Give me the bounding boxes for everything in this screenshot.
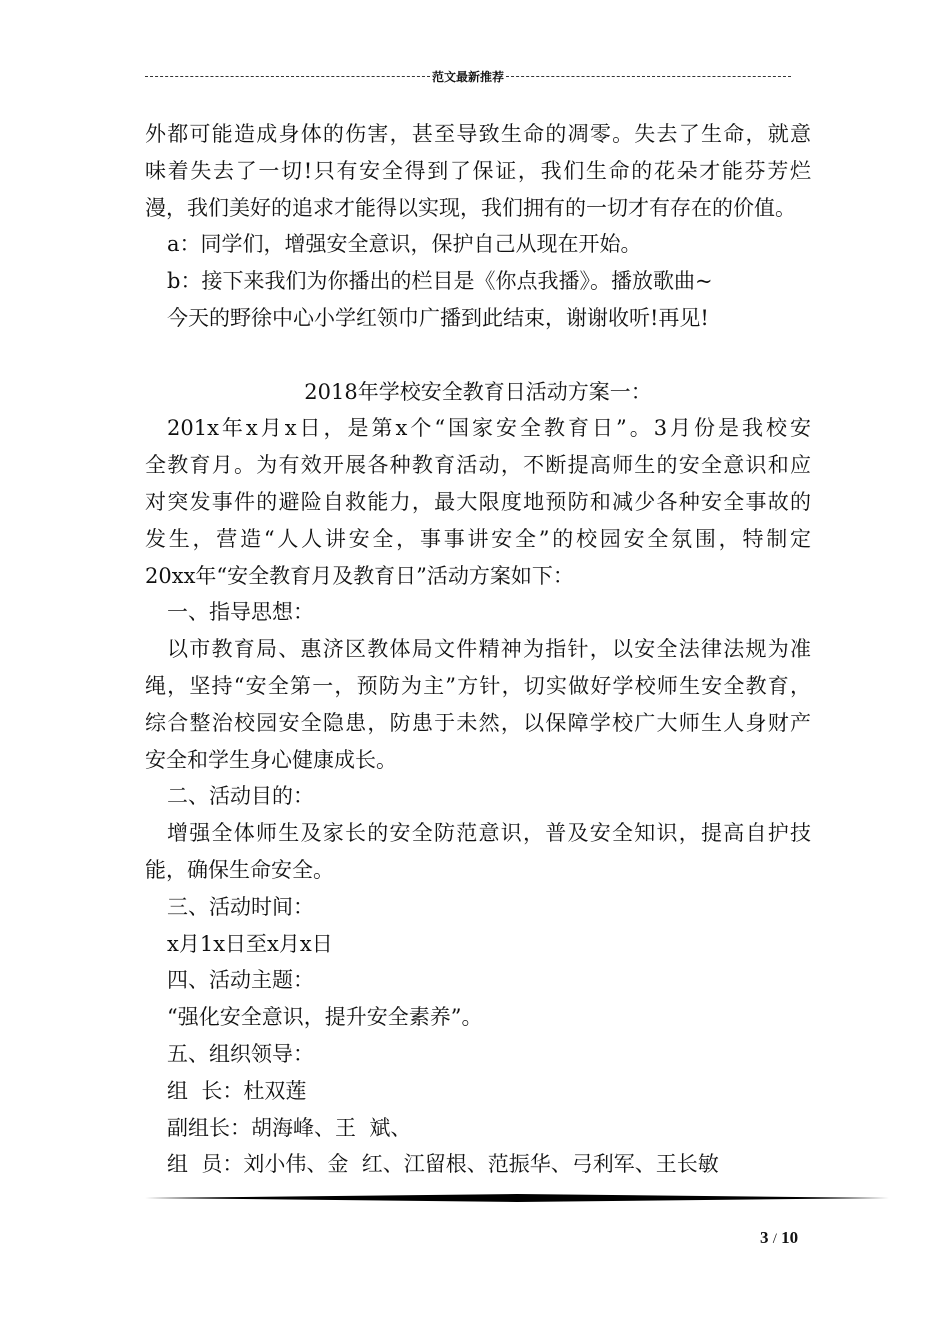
heading-guiding-thought: 一、指导思想： <box>167 600 314 625</box>
heading-organization: 五、组织领导： <box>167 1041 314 1066</box>
header-dashes-left <box>145 76 430 77</box>
header-dashes-right <box>506 76 791 77</box>
body-line: 201x年x月x日，是第x个“国家安全教育日”。3月份是我校安 <box>167 416 811 441</box>
header-title: 范文最新推荐 <box>432 69 505 84</box>
body-line: 安全和学生身心健康成长。 <box>145 747 397 772</box>
heading-activity-purpose: 二、活动目的： <box>167 784 314 809</box>
body-line: 综合整治校园安全隐患，防患于未然，以保障学校广大师生人身财产 <box>145 710 811 735</box>
members-line: 组 员：刘小伟、金 红、江留根、范振华、弓利军、王长敏 <box>167 1152 719 1177</box>
body-line: 以市教育局、惠济区教体局文件精神为指针，以安全法律法规为准 <box>167 637 811 662</box>
body-line: x月1x日至x月x日 <box>167 931 333 956</box>
page-header <box>145 66 791 86</box>
body-line: 发生，营造“人人讲安全，事事讲安全”的校园安全氛围，特制定 <box>145 526 811 551</box>
body-line: 20xx年“安全教育月及教育日”活动方案如下： <box>145 563 574 588</box>
body-line: “强化安全意识，提升安全素养”。 <box>167 1005 483 1030</box>
body-line: 外都可能造成身体的伤害，甚至导致生命的凋零。失去了生命，就意 <box>145 122 811 146</box>
deputy-leader-line: 副组长：胡海峰、王 斌、 <box>167 1115 412 1140</box>
heading-activity-theme: 四、活动主题： <box>167 968 314 993</box>
body-line: 味着失去了一切!只有安全得到了保证，我们生命的花朵才能芬芳烂 <box>145 158 811 183</box>
body-line: b：接下来我们为你播出的栏目是《你点我播》。播放歌曲~ <box>167 269 713 294</box>
page-number <box>760 1228 798 1248</box>
page-separator: / <box>772 1231 777 1247</box>
page-total: 10 <box>781 1228 799 1247</box>
body-line: 能，确保生命安全。 <box>145 857 334 882</box>
body-line: 增强全体师生及家长的安全防范意识，普及安全知识，提高自护技 <box>167 821 811 846</box>
document-body <box>145 116 811 1183</box>
body-line: 绳，坚持“安全第一，预防为主”方针，切实做好学校师生安全教育， <box>145 673 811 698</box>
body-line: 今天的野徐中心小学红领巾广播到此结束，谢谢收听!再见! <box>167 305 709 330</box>
body-line: 全教育月。为有效开展各种教育活动，不断提高师生的安全意识和应 <box>145 453 811 478</box>
blank-line <box>145 337 811 374</box>
leader-line: 组 长：杜双莲 <box>167 1078 307 1103</box>
page-current: 3 <box>760 1228 769 1247</box>
body-line: 对突发事件的避险自救能力，最大限度地预防和减少各种安全事故的 <box>145 489 811 514</box>
section-title: 2018年学校安全教育日活动方案一： <box>304 379 652 404</box>
body-line: 漫，我们美好的追求才能得以实现，我们拥有的一切才有存在的价值。 <box>145 195 796 220</box>
heading-activity-time: 三、活动时间： <box>167 894 314 919</box>
body-line: a：同学们，增强安全意识，保护自己从现在开始。 <box>167 232 642 257</box>
footer-rule <box>145 1192 889 1204</box>
